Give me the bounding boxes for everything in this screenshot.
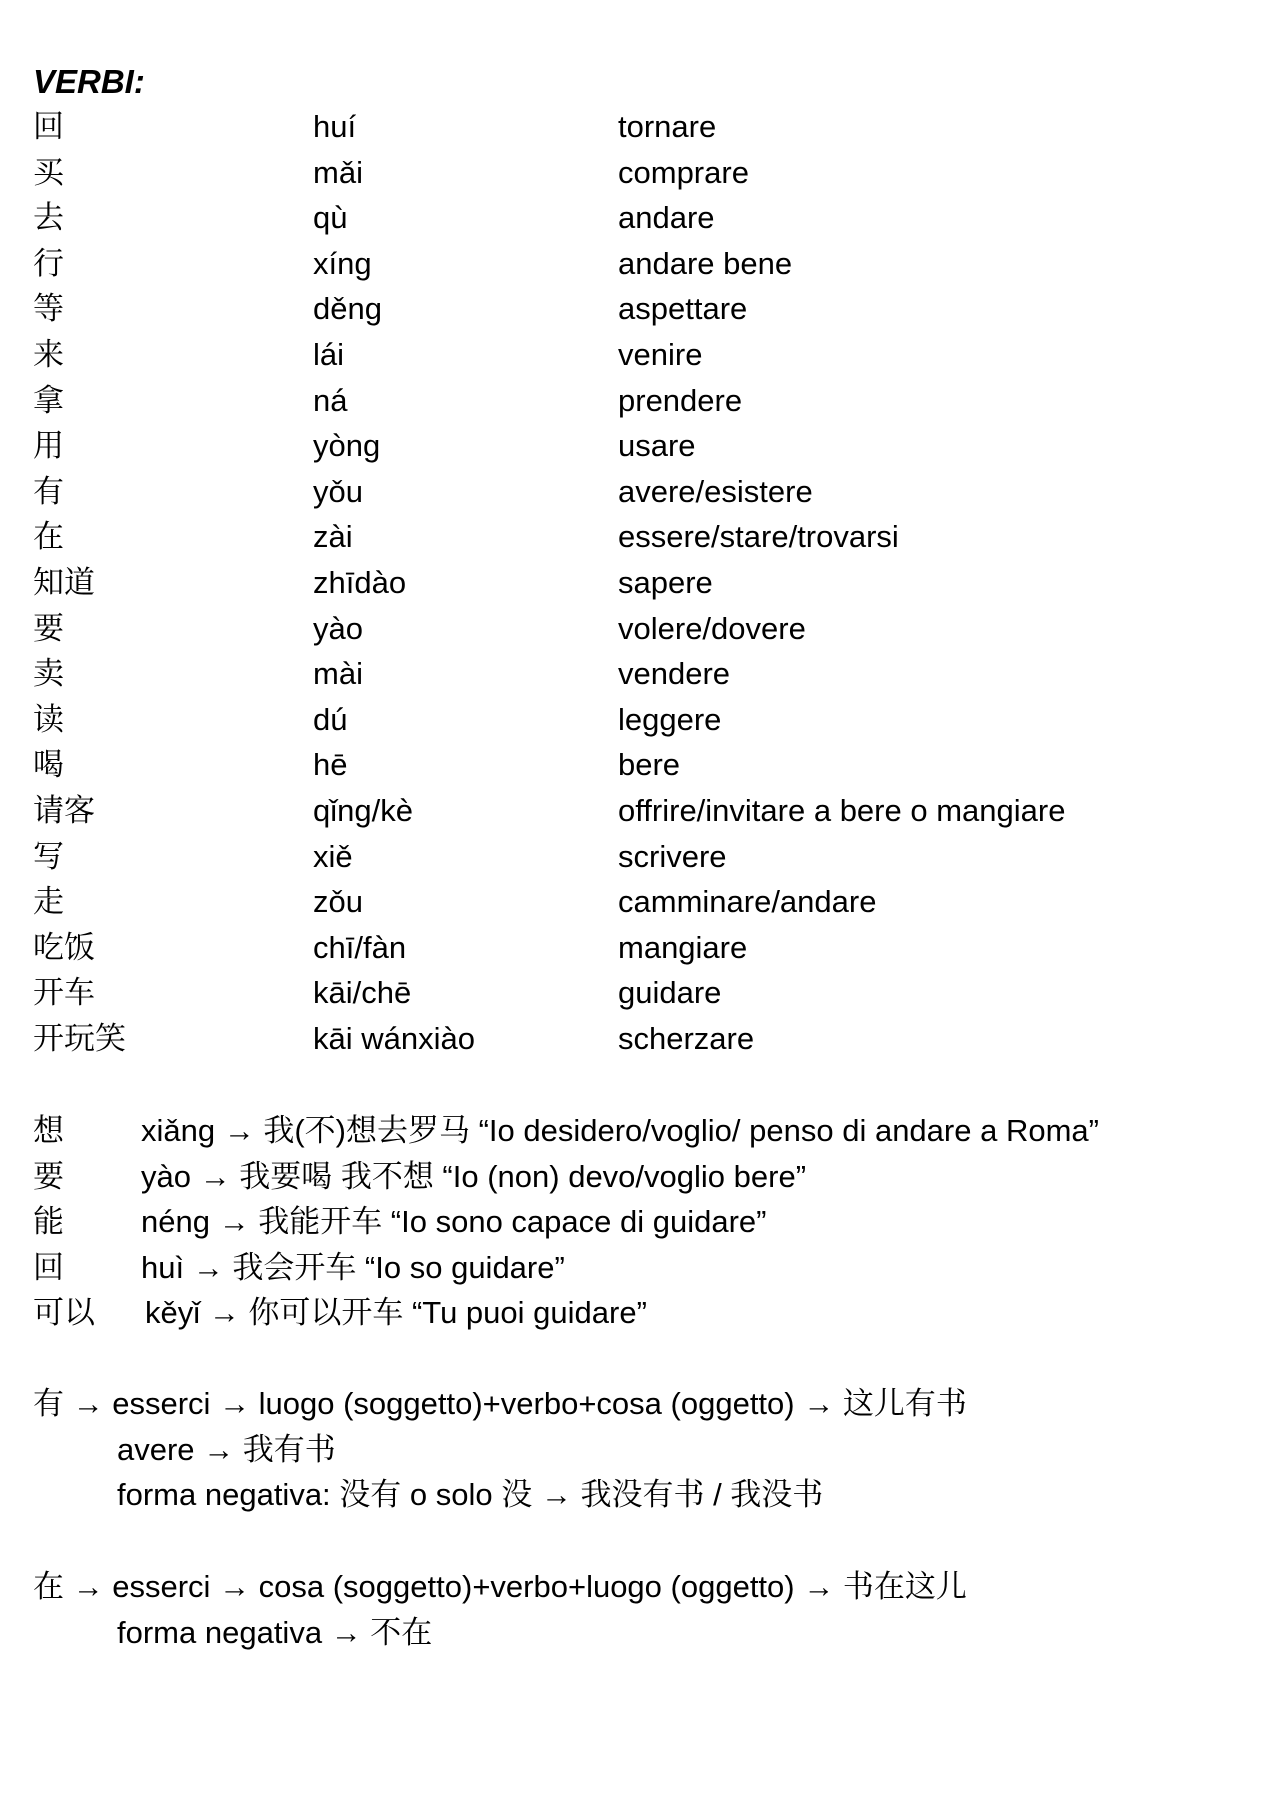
verb-row: [33, 928, 1233, 974]
verb-hanzi: 回: [33, 109, 64, 144]
verb-meaning: mangiare: [618, 929, 748, 965]
verb-pinyin: yòng: [313, 428, 381, 464]
verb-row: [33, 472, 1233, 518]
verb-pinyin: ná: [313, 382, 348, 418]
verb-hanzi: 去: [33, 200, 64, 236]
verb-hanzi: 写: [33, 838, 64, 874]
verb-pinyin: xiě: [313, 838, 353, 874]
verb-row: [33, 244, 1233, 290]
verb-hanzi: 拿: [33, 382, 64, 418]
verb-meaning: tornare: [618, 109, 717, 144]
verb-hanzi: 买: [33, 154, 64, 190]
verb-row: [33, 289, 1233, 335]
modal-example: néng → 我能开车 “Io sono capace di guidare”: [141, 1204, 767, 1240]
modal-row: [33, 1293, 1263, 1339]
verb-meaning: prendere: [618, 382, 743, 418]
verb-meaning: vendere: [618, 656, 731, 692]
zai-rule-block: [33, 1567, 1263, 1658]
verb-meaning: venire: [618, 336, 703, 372]
verb-pinyin: mǎi: [313, 154, 363, 190]
section-heading-verbi: VERBI:: [33, 63, 145, 100]
verb-meaning: scrivere: [618, 838, 727, 874]
modal-verbs-block: [33, 1111, 1263, 1339]
you-rule-line: 有 → esserci → luogo (soggetto)+verbo+cosa (oggetto) → 这儿有书: [33, 1386, 967, 1421]
verb-hanzi: 知道: [33, 564, 95, 600]
verb-pinyin: qù: [313, 200, 348, 236]
verb-pinyin: xíng: [313, 245, 372, 281]
verb-pinyin: yǒu: [313, 473, 363, 509]
verb-pinyin: kāi wánxiào: [313, 1020, 475, 1056]
verb-hanzi: 开车: [33, 975, 95, 1011]
modal-hanzi: 想: [33, 1113, 64, 1148]
verb-pinyin: dú: [313, 701, 348, 737]
verb-meaning: usare: [618, 428, 696, 464]
verb-row: [33, 153, 1233, 199]
verb-pinyin: qǐng/kè: [313, 792, 413, 828]
verb-meaning: scherzare: [618, 1020, 755, 1056]
verb-row: [33, 107, 1233, 153]
modal-row: [33, 1202, 1263, 1248]
verb-row: [33, 517, 1233, 563]
modal-row: [33, 1157, 1263, 1203]
verb-row: [33, 882, 1233, 928]
verb-row: [33, 745, 1233, 791]
verb-meaning: andare bene: [618, 245, 793, 281]
you-rule-line: forma negativa: 没有 o solo 没 → 我没有书 / 我没书: [117, 1477, 824, 1513]
verb-pinyin: mài: [313, 656, 363, 692]
verb-row: [33, 198, 1233, 244]
verb-hanzi: 读: [33, 701, 64, 737]
verb-hanzi: 吃饭: [33, 929, 95, 965]
verb-pinyin: hē: [313, 747, 348, 783]
verb-hanzi: 行: [33, 245, 64, 281]
verb-pinyin: huí: [313, 109, 357, 144]
verb-meaning: guidare: [618, 975, 722, 1011]
modal-hanzi: 可以: [33, 1295, 95, 1331]
verb-hanzi: 开玩笑: [33, 1020, 126, 1056]
verb-hanzi: 走: [33, 884, 64, 920]
verb-pinyin: zhīdào: [313, 564, 407, 600]
modal-hanzi: 回: [33, 1249, 64, 1285]
verb-pinyin: zài: [313, 519, 353, 555]
verb-row: [33, 426, 1233, 472]
verb-meaning: bere: [618, 747, 681, 783]
verb-row: [33, 609, 1233, 655]
zai-rule-line: forma negativa → 不在: [117, 1614, 433, 1650]
verb-hanzi: 来: [33, 336, 64, 372]
modal-row: [33, 1111, 1263, 1157]
verb-hanzi: 等: [33, 291, 64, 327]
verb-hanzi: 有: [33, 473, 64, 509]
verb-row: [33, 381, 1233, 427]
modal-hanzi: 要: [33, 1158, 64, 1194]
verb-hanzi: 在: [33, 519, 64, 555]
verb-hanzi: 请客: [33, 792, 95, 828]
modal-example: kěyǐ → 你可以开车 “Tu puoi guidare”: [145, 1295, 647, 1331]
verb-hanzi: 喝: [33, 747, 64, 783]
verb-meaning: camminare/andare: [618, 884, 877, 920]
modal-example: yào → 我要喝 我不想 “Io (non) devo/voglio bere”: [141, 1158, 807, 1194]
modal-example: huì → 我会开车 “Io so guidare”: [141, 1249, 565, 1285]
verb-pinyin: yào: [313, 610, 363, 646]
verb-hanzi: 用: [33, 428, 64, 464]
modal-row: [33, 1248, 1263, 1294]
verb-meaning: comprare: [618, 154, 749, 190]
verb-row: [33, 563, 1233, 609]
verb-meaning: avere/esistere: [618, 473, 813, 509]
verb-pinyin: zǒu: [313, 884, 363, 920]
verb-meaning: sapere: [618, 564, 713, 600]
verb-pinyin: kāi/chē: [313, 975, 412, 1011]
verb-meaning: aspettare: [618, 291, 748, 327]
verb-table: [33, 107, 1233, 1064]
verb-pinyin: lái: [313, 336, 345, 372]
verb-hanzi: 卖: [33, 656, 64, 692]
verb-meaning: volere/dovere: [618, 610, 806, 646]
verb-meaning: andare: [618, 200, 715, 236]
modal-example: xiǎng → 我(不)想去罗马 “Io desidero/voglio/ penso di andare a Roma”: [141, 1113, 1099, 1148]
verb-meaning: offrire/invitare a bere o mangiare: [618, 792, 1066, 828]
verb-row: [33, 791, 1233, 837]
you-rule-line: avere → 我有书: [117, 1431, 336, 1467]
verb-pinyin: chī/fàn: [313, 929, 407, 965]
verb-pinyin: děng: [313, 291, 382, 327]
verb-hanzi: 要: [33, 610, 64, 646]
verb-row: [33, 1019, 1233, 1065]
modal-hanzi: 能: [33, 1204, 64, 1240]
verb-row: [33, 837, 1233, 883]
you-rule-block: [33, 1384, 1263, 1521]
verb-meaning: essere/stare/trovarsi: [618, 519, 899, 555]
verb-row: [33, 700, 1233, 746]
verb-meaning: leggere: [618, 701, 722, 737]
zai-rule-line: 在 → esserci → cosa (soggetto)+verbo+luogo (oggetto) → 书在这儿: [33, 1569, 967, 1604]
verb-row: [33, 335, 1233, 381]
verb-row: [33, 973, 1233, 1019]
verb-row: [33, 654, 1233, 700]
